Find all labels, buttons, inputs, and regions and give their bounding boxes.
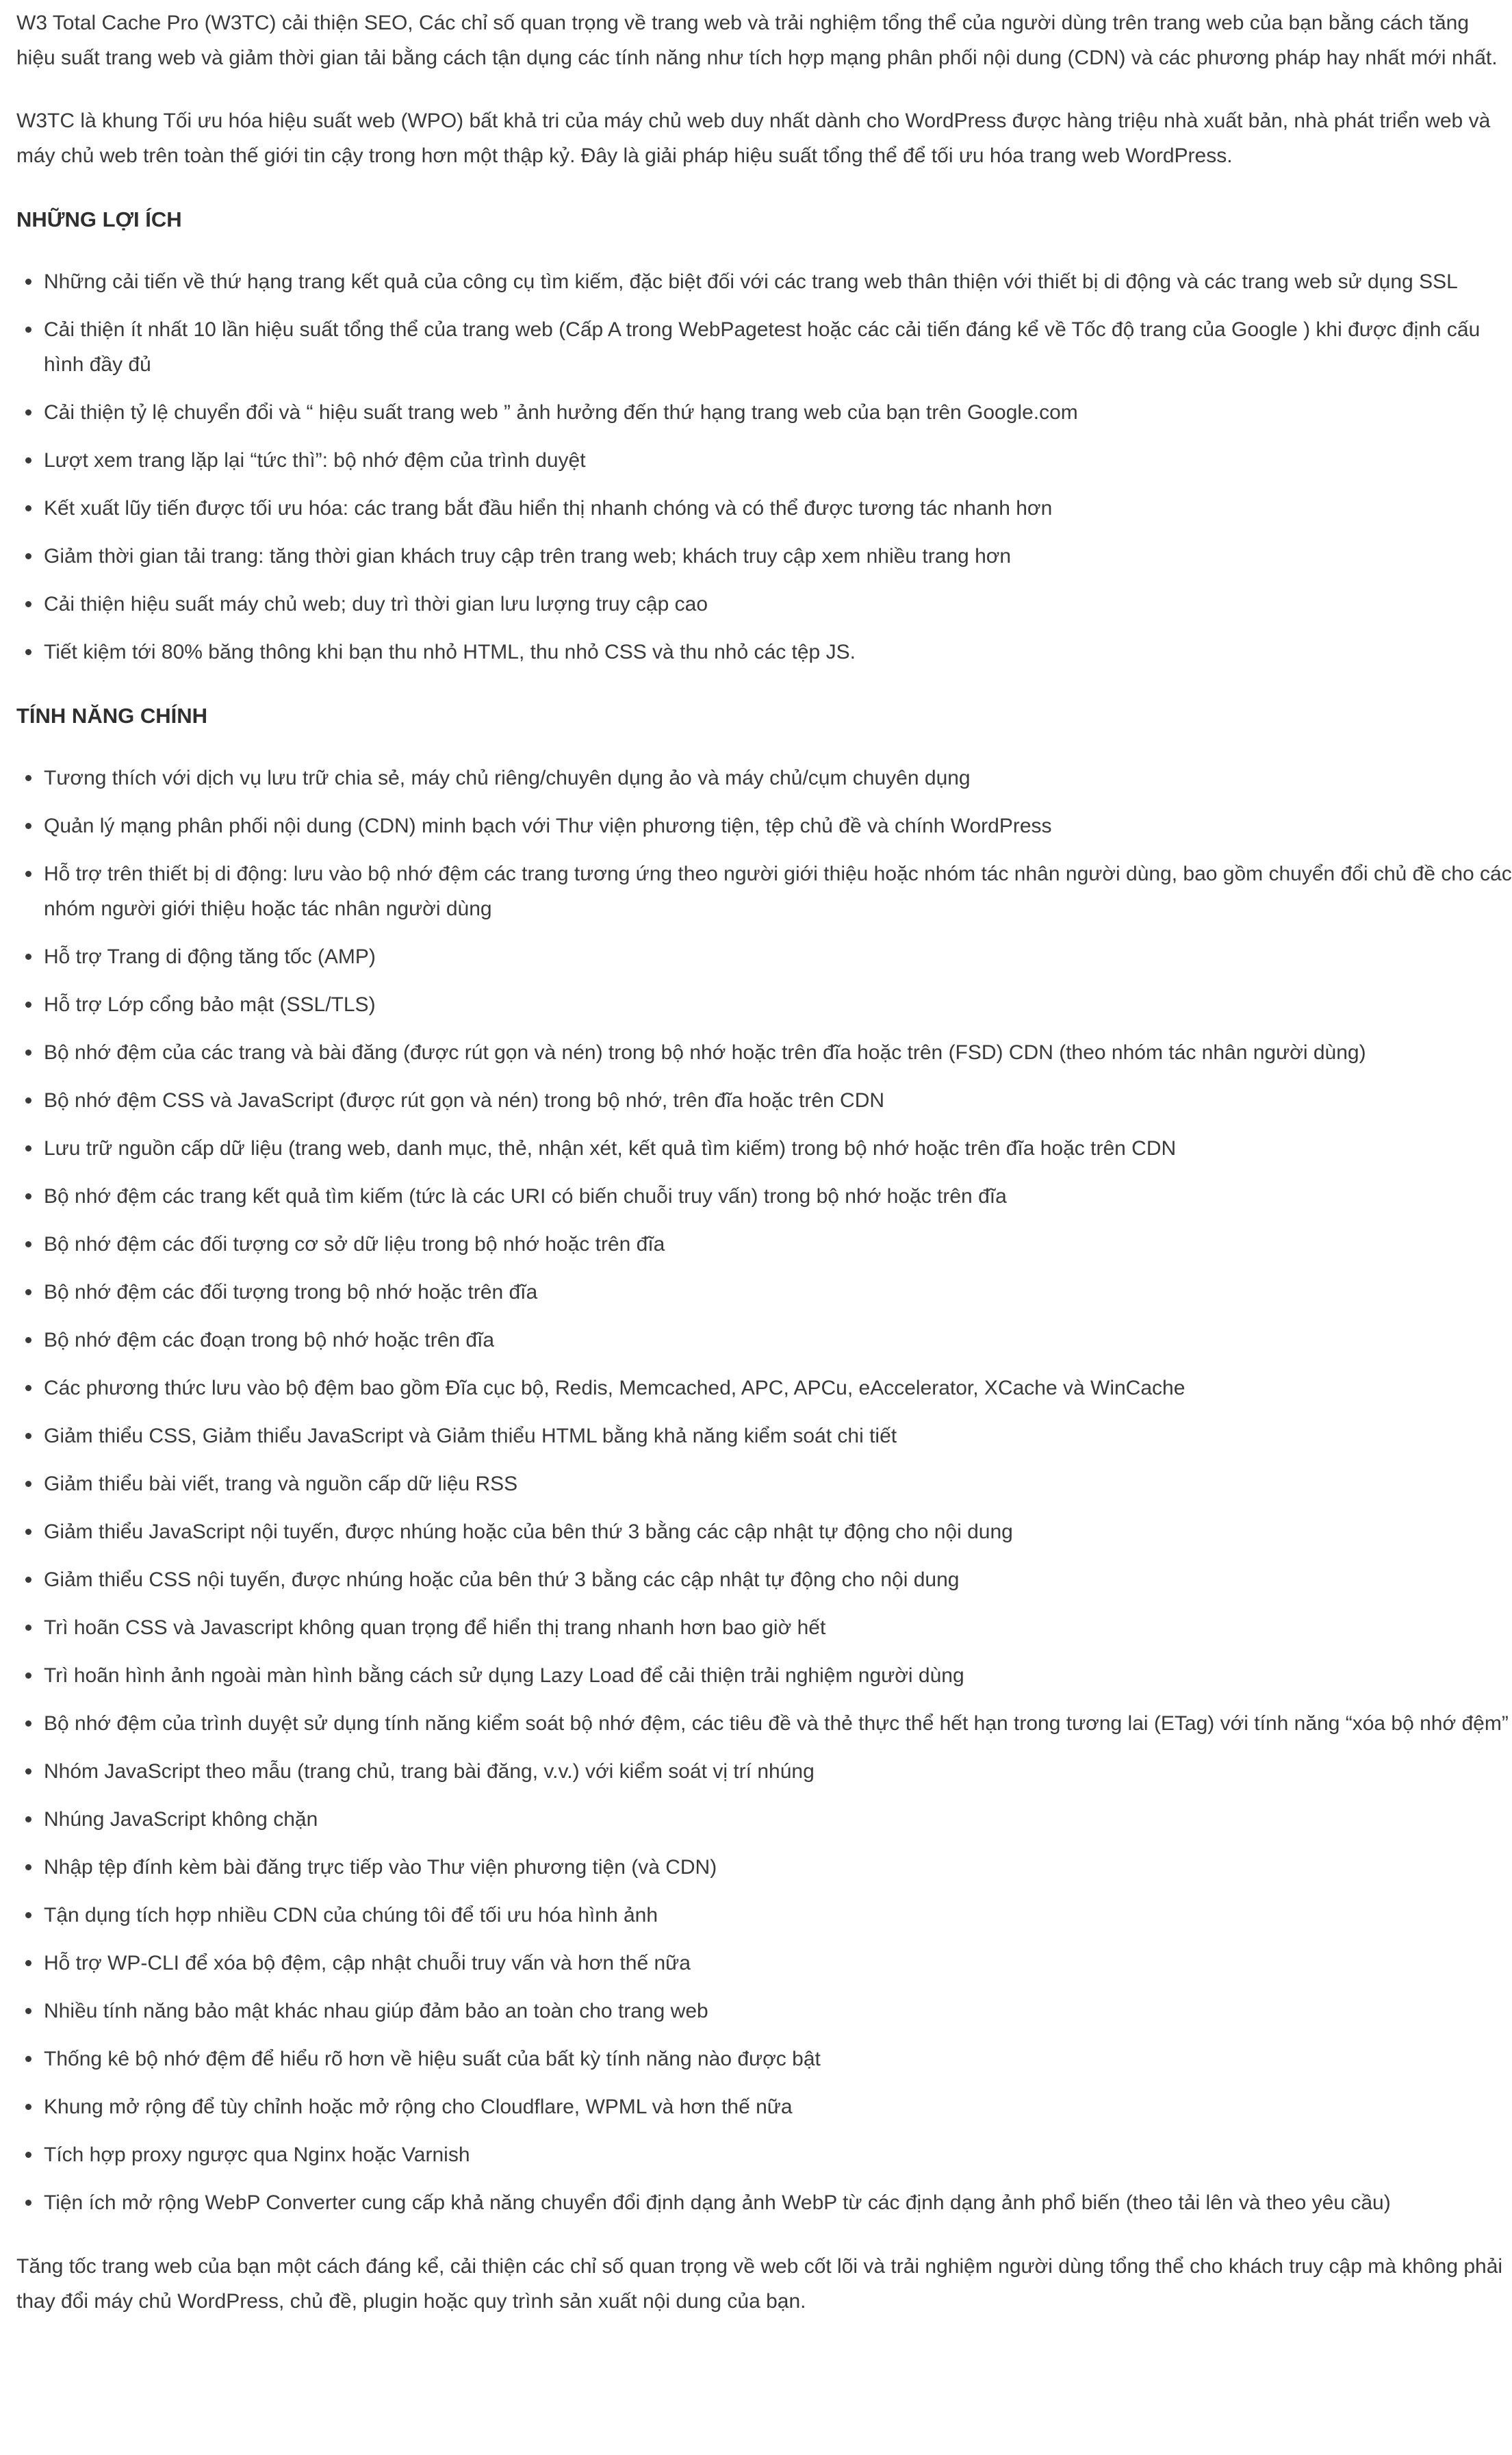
feature-item: Bộ nhớ đệm các trang kết quả tìm kiếm (tức là các URI có biến chuỗi truy vấn) trong bộ nhớ hoặc trên đĩa — [44, 1179, 1512, 1214]
feature-item: Hỗ trợ trên thiết bị di động: lưu vào bộ nhớ đệm các trang tương ứng theo người giới thiệu hoặc nhóm tác nhân người dùng, bao gồm chuyển đổi chủ đề cho các nhóm người giới thiệu hoặc tác nhân người dùng — [44, 856, 1512, 926]
feature-item: Hỗ trợ Trang di động tăng tốc (AMP) — [44, 939, 1512, 974]
feature-item: Giảm thiểu CSS nội tuyến, được nhúng hoặc của bên thứ 3 bằng các cập nhật tự động cho nội dung — [44, 1562, 1512, 1597]
feature-item: Tiện ích mở rộng WebP Converter cung cấp khả năng chuyển đổi định dạng ảnh WebP từ các định dạng ảnh phổ biến (theo tải lên và theo yêu cầu) — [44, 2185, 1512, 2220]
feature-item: Nhiều tính năng bảo mật khác nhau giúp đảm bảo an toàn cho trang web — [44, 1994, 1512, 2028]
feature-item: Quản lý mạng phân phối nội dung (CDN) minh bạch với Thư viện phương tiện, tệp chủ đề và chính WordPress — [44, 809, 1512, 843]
feature-item: Nhập tệp đính kèm bài đăng trực tiếp vào Thư viện phương tiện (và CDN) — [44, 1850, 1512, 1885]
features-list — [16, 761, 1512, 2220]
feature-item: Hỗ trợ Lớp cổng bảo mật (SSL/TLS) — [44, 987, 1512, 1022]
benefit-item: Cải thiện tỷ lệ chuyển đổi và “ hiệu suất trang web ” ảnh hưởng đến thứ hạng trang web của bạn trên Google.com — [44, 395, 1512, 430]
feature-item: Nhúng JavaScript không chặn — [44, 1802, 1512, 1837]
benefit-item: Kết xuất lũy tiến được tối ưu hóa: các trang bắt đầu hiển thị nhanh chóng và có thể được tương tác nhanh hơn — [44, 491, 1512, 526]
benefit-item: Cải thiện ít nhất 10 lần hiệu suất tổng thể của trang web (Cấp A trong WebPagetest hoặc các cải tiến đáng kể về Tốc độ trang của Google ) khi được định cấu hình đầy đủ — [44, 312, 1512, 382]
benefit-item: Tiết kiệm tới 80% băng thông khi bạn thu nhỏ HTML, thu nhỏ CSS và thu nhỏ các tệp JS. — [44, 635, 1512, 670]
feature-item: Khung mở rộng để tùy chỉnh hoặc mở rộng cho Cloudflare, WPML và hơn thế nữa — [44, 2089, 1512, 2124]
benefits-heading: NHỮNG LỢI ÍCH — [16, 207, 182, 231]
feature-item: Hỗ trợ WP-CLI để xóa bộ đệm, cập nhật chuỗi truy vấn và hơn thế nữa — [44, 1946, 1512, 1981]
benefit-item: Những cải tiến về thứ hạng trang kết quả của công cụ tìm kiếm, đặc biệt đối với các trang web thân thiện với thiết bị di động và các trang web sử dụng SSL — [44, 264, 1512, 299]
feature-item: Tương thích với dịch vụ lưu trữ chia sẻ, máy chủ riêng/chuyên dụng ảo và máy chủ/cụm chuyên dụng — [44, 761, 1512, 796]
feature-item: Tận dụng tích hợp nhiều CDN của chúng tôi để tối ưu hóa hình ảnh — [44, 1898, 1512, 1933]
feature-item: Bộ nhớ đệm các đoạn trong bộ nhớ hoặc trên đĩa — [44, 1323, 1512, 1358]
intro-paragraph-2: W3TC là khung Tối ưu hóa hiệu suất web (WPO) bất khả tri của máy chủ web duy nhất dành cho WordPress được hàng triệu nhà xuất bản, nhà phát triển web và máy chủ web trên toàn thế giới tin cậy trong hơn một thập kỷ. Đây là giải pháp hiệu suất tổng thể để tối ưu hóa trang web WordPress. — [16, 110, 1491, 167]
benefit-item: Giảm thời gian tải trang: tăng thời gian khách truy cập trên trang web; khách truy cập xem nhiều trang hơn — [44, 539, 1512, 574]
intro-paragraph-1: W3 Total Cache Pro (W3TC) cải thiện SEO, Các chỉ số quan trọng về trang web và trải nghiệm tổng thể của người dùng trên trang web của bạn bằng cách tăng hiệu suất trang web và giảm thời gian tải bằng cách tận dụng các tính năng như tích hợp mạng phân phối nội dung (CDN) và các phương pháp hay nhất mới nhất. — [16, 12, 1498, 69]
feature-item: Trì hoãn CSS và Javascript không quan trọng để hiển thị trang nhanh hơn bao giờ hết — [44, 1610, 1512, 1645]
feature-item: Lưu trữ nguồn cấp dữ liệu (trang web, danh mục, thẻ, nhận xét, kết quả tìm kiếm) trong bộ nhớ hoặc trên đĩa hoặc trên CDN — [44, 1131, 1512, 1166]
feature-item: Bộ nhớ đệm của các trang và bài đăng (được rút gọn và nén) trong bộ nhớ hoặc trên đĩa hoặc trên (FSD) CDN (theo nhóm tác nhân người dùng) — [44, 1035, 1512, 1070]
features-heading: TÍNH NĂNG CHÍNH — [16, 704, 207, 728]
feature-item: Trì hoãn hình ảnh ngoài màn hình bằng cách sử dụng Lazy Load để cải thiện trải nghiệm người dùng — [44, 1658, 1512, 1693]
feature-item: Tích hợp proxy ngược qua Nginx hoặc Varnish — [44, 2137, 1512, 2172]
feature-item: Bộ nhớ đệm CSS và JavaScript (được rút gọn và nén) trong bộ nhớ, trên đĩa hoặc trên CDN — [44, 1083, 1512, 1118]
feature-item: Nhóm JavaScript theo mẫu (trang chủ, trang bài đăng, v.v.) với kiểm soát vị trí nhúng — [44, 1754, 1512, 1789]
feature-item: Các phương thức lưu vào bộ đệm bao gồm Đĩa cục bộ, Redis, Memcached, APC, APCu, eAccelerator, XCache và WinCache — [44, 1371, 1512, 1405]
feature-item: Giảm thiểu JavaScript nội tuyến, được nhúng hoặc của bên thứ 3 bằng các cập nhật tự động cho nội dung — [44, 1514, 1512, 1549]
feature-item: Bộ nhớ đệm các đối tượng cơ sở dữ liệu trong bộ nhớ hoặc trên đĩa — [44, 1227, 1512, 1262]
feature-item: Thống kê bộ nhớ đệm để hiểu rõ hơn về hiệu suất của bất kỳ tính năng nào được bật — [44, 2041, 1512, 2076]
feature-item: Giảm thiểu CSS, Giảm thiểu JavaScript và Giảm thiểu HTML bằng khả năng kiểm soát chi tiết — [44, 1419, 1512, 1453]
benefit-item: Lượt xem trang lặp lại “tức thì”: bộ nhớ đệm của trình duyệt — [44, 443, 1512, 478]
feature-item: Bộ nhớ đệm của trình duyệt sử dụng tính năng kiểm soát bộ nhớ đệm, các tiêu đề và thẻ thực thể hết hạn trong tương lai (ETag) với tính năng “xóa bộ nhớ đệm” — [44, 1706, 1512, 1741]
benefits-list — [16, 264, 1512, 670]
closing-paragraph: Tăng tốc trang web của bạn một cách đáng kể, cải thiện các chỉ số quan trọng về web cốt lõi và trải nghiệm người dùng tổng thể cho khách truy cập mà không phải thay đổi máy chủ WordPress, chủ đề, plugin hoặc quy trình sản xuất nội dung của bạn. — [16, 2255, 1503, 2313]
benefit-item: Cải thiện hiệu suất máy chủ web; duy trì thời gian lưu lượng truy cập cao — [44, 587, 1512, 622]
feature-item: Bộ nhớ đệm các đối tượng trong bộ nhớ hoặc trên đĩa — [44, 1275, 1512, 1310]
feature-item: Giảm thiểu bài viết, trang và nguồn cấp dữ liệu RSS — [44, 1466, 1512, 1501]
